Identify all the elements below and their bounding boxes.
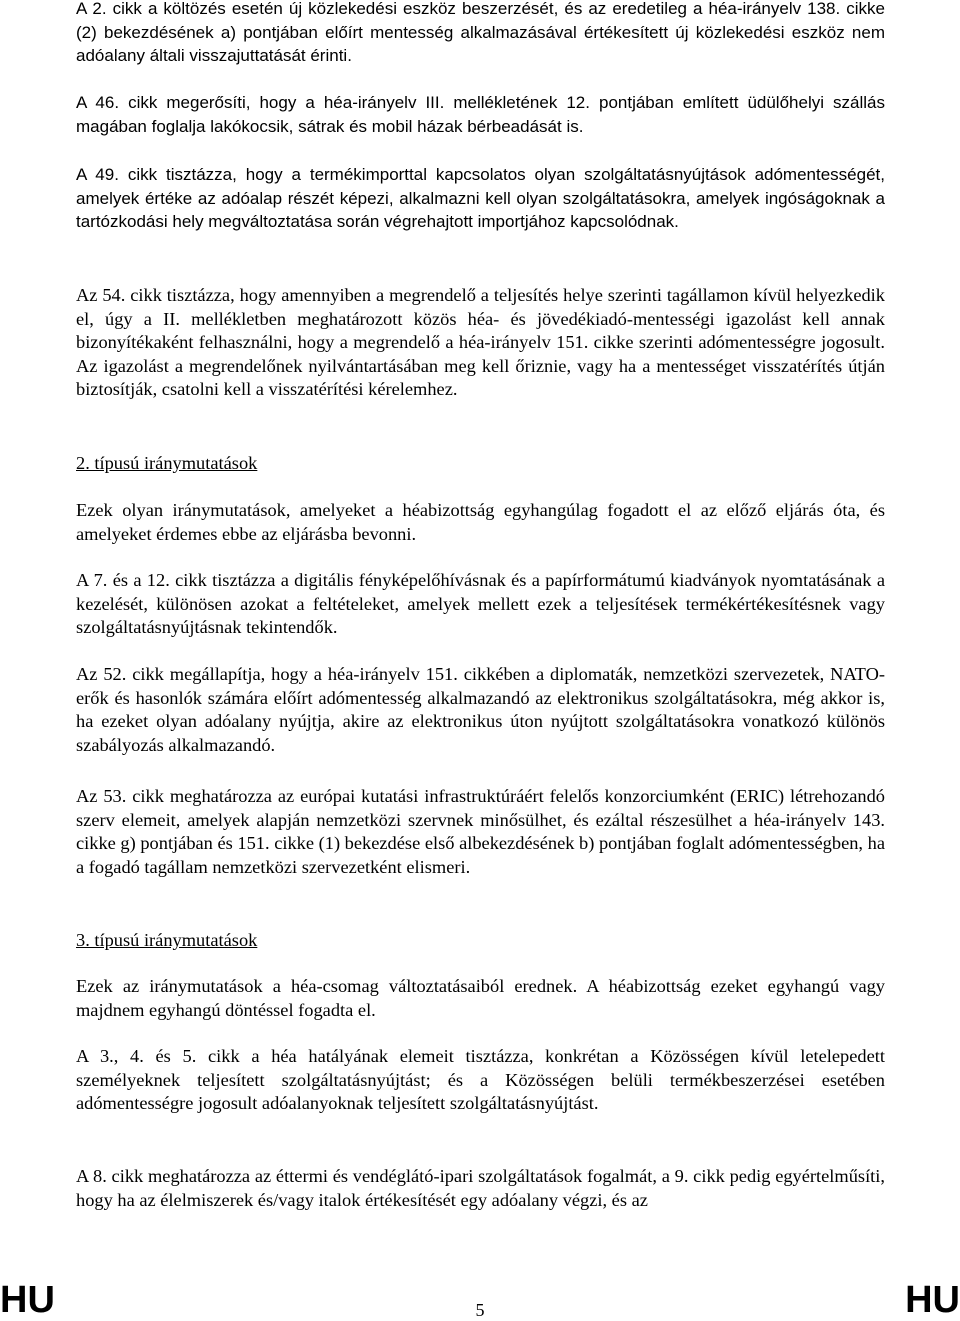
paragraph-article-7-12: A 7. és a 12. cikk tisztázza a digitális fényképelőhívásnak és a papírformátumú kiadványok nyomtatásának a kezelését, különösen azokat a feltételeket, amelyek mellett ezek a teljesítések termékértékesítésnek vagy szolgáltatásnyújtásnak tekintendők. [76,570,885,638]
paragraph-article-53: Az 53. cikk meghatározza az európai kutatási infrastruktúráért felelős konzorciumként (ERIC) létrehozandó szerv elemeit, amelyek alapján nemzetközi szervnek minősülhet, és ezáltal részesülhet a héa-irányelv 143. cikke g) pontjában és 151. cikke (1) bekezdése első albekezdésének b) pontjában foglalt adómentességben, ha a fogadó tagállam nemzetközi szervezetként elismeri. [76,786,885,877]
paragraph-article-46: A 46. cikk megerősíti, hogy a héa-irányelv III. mellékletének 12. pontjában említett üdülőhelyi szállás magában foglalja lakókocsik, sátrak és mobil házak bérbeadását is. [76,93,885,136]
footer-language-code-right: HU [905,1279,960,1321]
paragraph-type-2-intro: Ezek olyan iránymutatások, amelyeket a héabizottság egyhangúlag fogadott el az előző eljárás óta, és amelyeket érdemes ebbe az eljárásba bevonni. [76,500,885,544]
paragraph-article-54: Az 54. cikk tisztázza, hogy amennyiben a megrendelő a teljesítés helye szerinti tagállamon kívül helyezkedik el, úgy a II. mellékletben meghatározott közös héa- és jövedékiadó-mentességi igazolást kell annak bizonyítékaként felhasználni, hogy a megrendelő a héa-irányelv 151. cikke szerinti adómentességre jogosult. Az igazolást a megrendelőnek nyilvántartásában meg kell őriznie, vagy ha a mentességet visszatérítés útján biztosítják, csatolni kell a visszatérítési kérelemhez. [76,285,885,400]
section-heading-type-2: 2. típusú iránymutatások [76,453,258,473]
paragraph-article-52: Az 52. cikk megállapítja, hogy a héa-irányelv 151. cikkében a diplomaták, nemzetközi szervezetek, NATO-erők és hasonlók számára előírt adómentesség alkalmazandó az elektronikus szolgáltatásokra, még akkor is, ha ezeket olyan adóalany nyújtja, akire az elektronikus úton nyújtott szolgáltatásokra vonatkozó különös szabályozás alkalmazandó. [76,664,885,755]
paragraph-article-2: A 2. cikk a költözés esetén új közlekedési eszköz beszerzését, és az eredetileg a héa-irányelv 138. cikke (2) bekezdésének a) pontjában előírt mentesség alkalmazásával értékesített új közlekedési eszköz nem adóalany általi visszajuttatását érinti. [76,0,885,65]
paragraph-article-3-4-5: A 3., 4. és 5. cikk a héa hatályának elemeit tisztázza, konkrétan a Közösségen kívül letelepedett személyeknek teljesített szolgáltatásnyújtást; és a Közösségen belüli termékbeszerzései esetében adómentességre jogosult adóalanyoknak teljesített szolgáltatásnyújtást. [76,1046,885,1114]
footer-language-code-left: HU [0,1279,55,1321]
paragraph-article-49: A 49. cikk tisztázza, hogy a termékimporttal kapcsolatos olyan szolgáltatásnyújtások adómentességét, amelyek értéke az adóalap részét képezi, alkalmazni kell olyan szolgáltatásokra, amelyek ingóságoknak a tartózkodási hely megváltoztatása során végrehajtott importjához kapcsolódnak. [76,165,885,231]
section-heading-type-3: 3. típusú iránymutatások [76,930,258,950]
paragraph-type-3-intro: Ezek az iránymutatások a héa-csomag változtatásaiból erednek. A héabizottság ezeket egyhangú vagy majdnem egyhangú döntéssel fogadta el. [76,976,885,1020]
page-number: 5 [475,1300,485,1320]
paragraph-article-8: A 8. cikk meghatározza az éttermi és vendéglátó-ipari szolgáltatások fogalmát, a 9. cikk pedig egyértelműsíti, hogy ha az élelmiszerek és/vagy italok értékesítését egy adóalany végzi, és az [76,1166,885,1210]
